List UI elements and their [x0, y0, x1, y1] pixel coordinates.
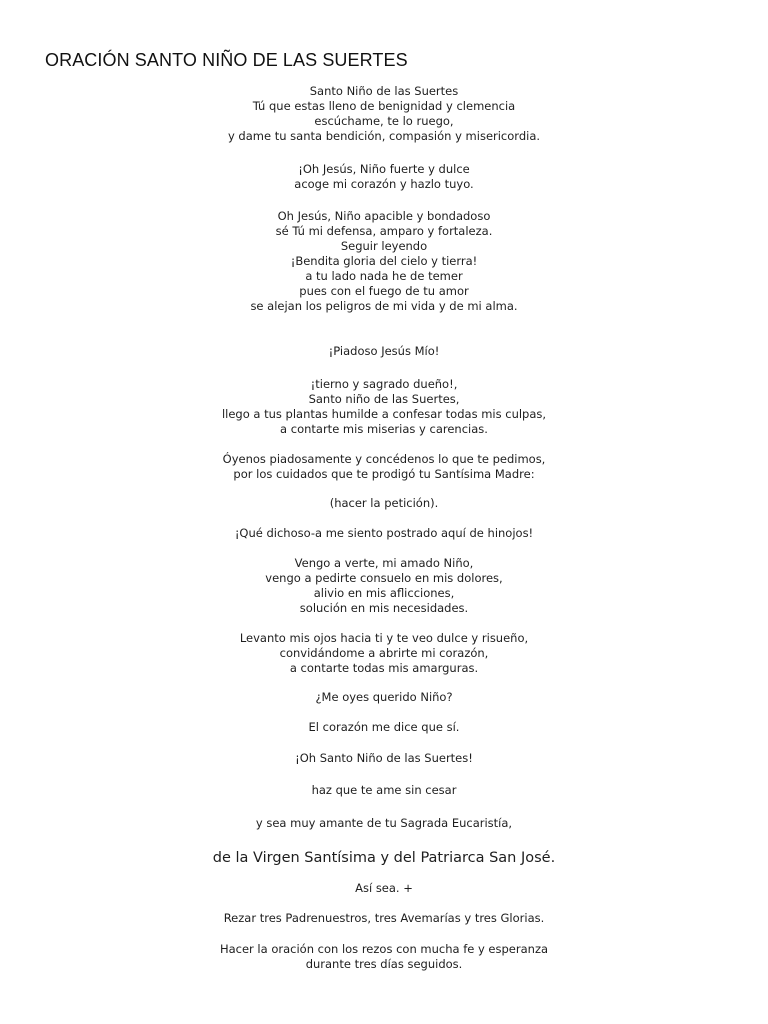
prayer-line: ¡Oh Jesús, Niño fuerte y dulce — [298, 162, 470, 176]
stanza — [0, 452, 768, 482]
instruction-line: Hacer la oración con los rezos con mucha fe y esperanza — [219, 942, 549, 956]
prayer-line: Tú que estas lleno de benignidad y clemencia — [252, 99, 516, 113]
stanza — [0, 344, 768, 359]
prayer-line: y dame tu santa bendición, compasión y misericordia. — [227, 129, 541, 143]
prayer-line: Así sea. + — [355, 881, 413, 895]
prayer-line: ¿Me oyes querido Niño? — [315, 690, 453, 704]
prayer-line: acoge mi corazón y hazlo tuyo. — [294, 177, 474, 191]
prayer-line: y sea muy amante de tu Sagrada Eucaristía, — [255, 816, 513, 830]
stanza — [0, 377, 768, 437]
instruction-line: Rezar tres Padrenuestros, tres Avemarías y tres Glorias. — [223, 911, 545, 925]
prayer-line: Levanto mis ojos hacia ti y te veo dulce y risueño, — [239, 631, 529, 645]
prayer-line: haz que te ame sin cesar — [311, 783, 457, 797]
stanza — [0, 911, 768, 926]
stanza — [0, 751, 768, 766]
stanza — [0, 526, 768, 541]
prayer-line: Santo Niño de las Suertes — [309, 84, 459, 98]
stanza — [0, 556, 768, 616]
prayer-line: ¡Oh Santo Niño de las Suertes! — [295, 751, 473, 765]
prayer-line: por los cuidados que te prodigó tu Santísima Madre: — [233, 467, 535, 481]
prayer-line: a contarte todas mis amarguras. — [289, 661, 479, 675]
stanza — [0, 881, 768, 896]
prayer-line: pues con el fuego de tu amor — [299, 284, 469, 298]
stanza — [0, 84, 768, 144]
read-more-link[interactable]: Seguir leyendo — [340, 239, 428, 253]
prayer-line: a contarte mis miserias y carencias. — [280, 422, 488, 436]
prayer-line: ¡tierno y sagrado dueño!, — [310, 377, 458, 391]
prayer-line: Vengo a verte, mi amado Niño, — [294, 556, 474, 570]
prayer-line: solución en mis necesidades. — [299, 601, 469, 615]
stanza — [0, 942, 768, 972]
prayer-line: ¡Qué dichoso-a me siento postrado aquí de hinojos! — [234, 526, 534, 540]
stanza — [0, 631, 768, 676]
prayer-line: se alejan los peligros de mi vida y de mi alma. — [250, 299, 518, 313]
prayer-line: llego a tus plantas humilde a confesar todas mis culpas, — [221, 407, 547, 421]
stanza — [0, 162, 768, 192]
prayer-line: vengo a pedirte consuelo en mis dolores, — [265, 571, 503, 585]
prayer-line: ¡Piadoso Jesús Mío! — [328, 344, 440, 358]
stanza — [0, 720, 768, 735]
prayer-line: ¡Bendita gloria del cielo y tierra! — [290, 254, 478, 268]
prayer-line: (hacer la petición). — [329, 496, 439, 510]
stanza — [0, 849, 768, 867]
prayer-line: alivio en mis aflicciones, — [313, 586, 455, 600]
prayer-line: El corazón me dice que sí. — [308, 720, 460, 734]
stanza — [0, 690, 768, 705]
prayer-line: a tu lado nada he de temer — [305, 269, 463, 283]
prayer-line: convidándome a abrirte mi corazón, — [279, 646, 489, 660]
prayer-line: Óyenos piadosamente y concédenos lo que te pedimos, — [222, 452, 546, 466]
stanza — [0, 496, 768, 511]
stanza — [0, 783, 768, 798]
instruction-line: durante tres días seguidos. — [305, 957, 463, 971]
prayer-line: escúchame, te lo ruego, — [314, 114, 454, 128]
prayer-line: de la Virgen Santísima y del Patriarca San José. — [212, 850, 556, 866]
stanza — [0, 209, 768, 314]
prayer-line: Santo niño de las Suertes, — [308, 392, 460, 406]
prayer-line: Oh Jesús, Niño apacible y bondadoso — [277, 209, 491, 223]
prayer-line: sé Tú mi defensa, amparo y fortaleza. — [275, 224, 493, 238]
page-title: ORACIÓN SANTO NIÑO DE LAS SUERTES — [45, 50, 408, 70]
stanza — [0, 816, 768, 831]
